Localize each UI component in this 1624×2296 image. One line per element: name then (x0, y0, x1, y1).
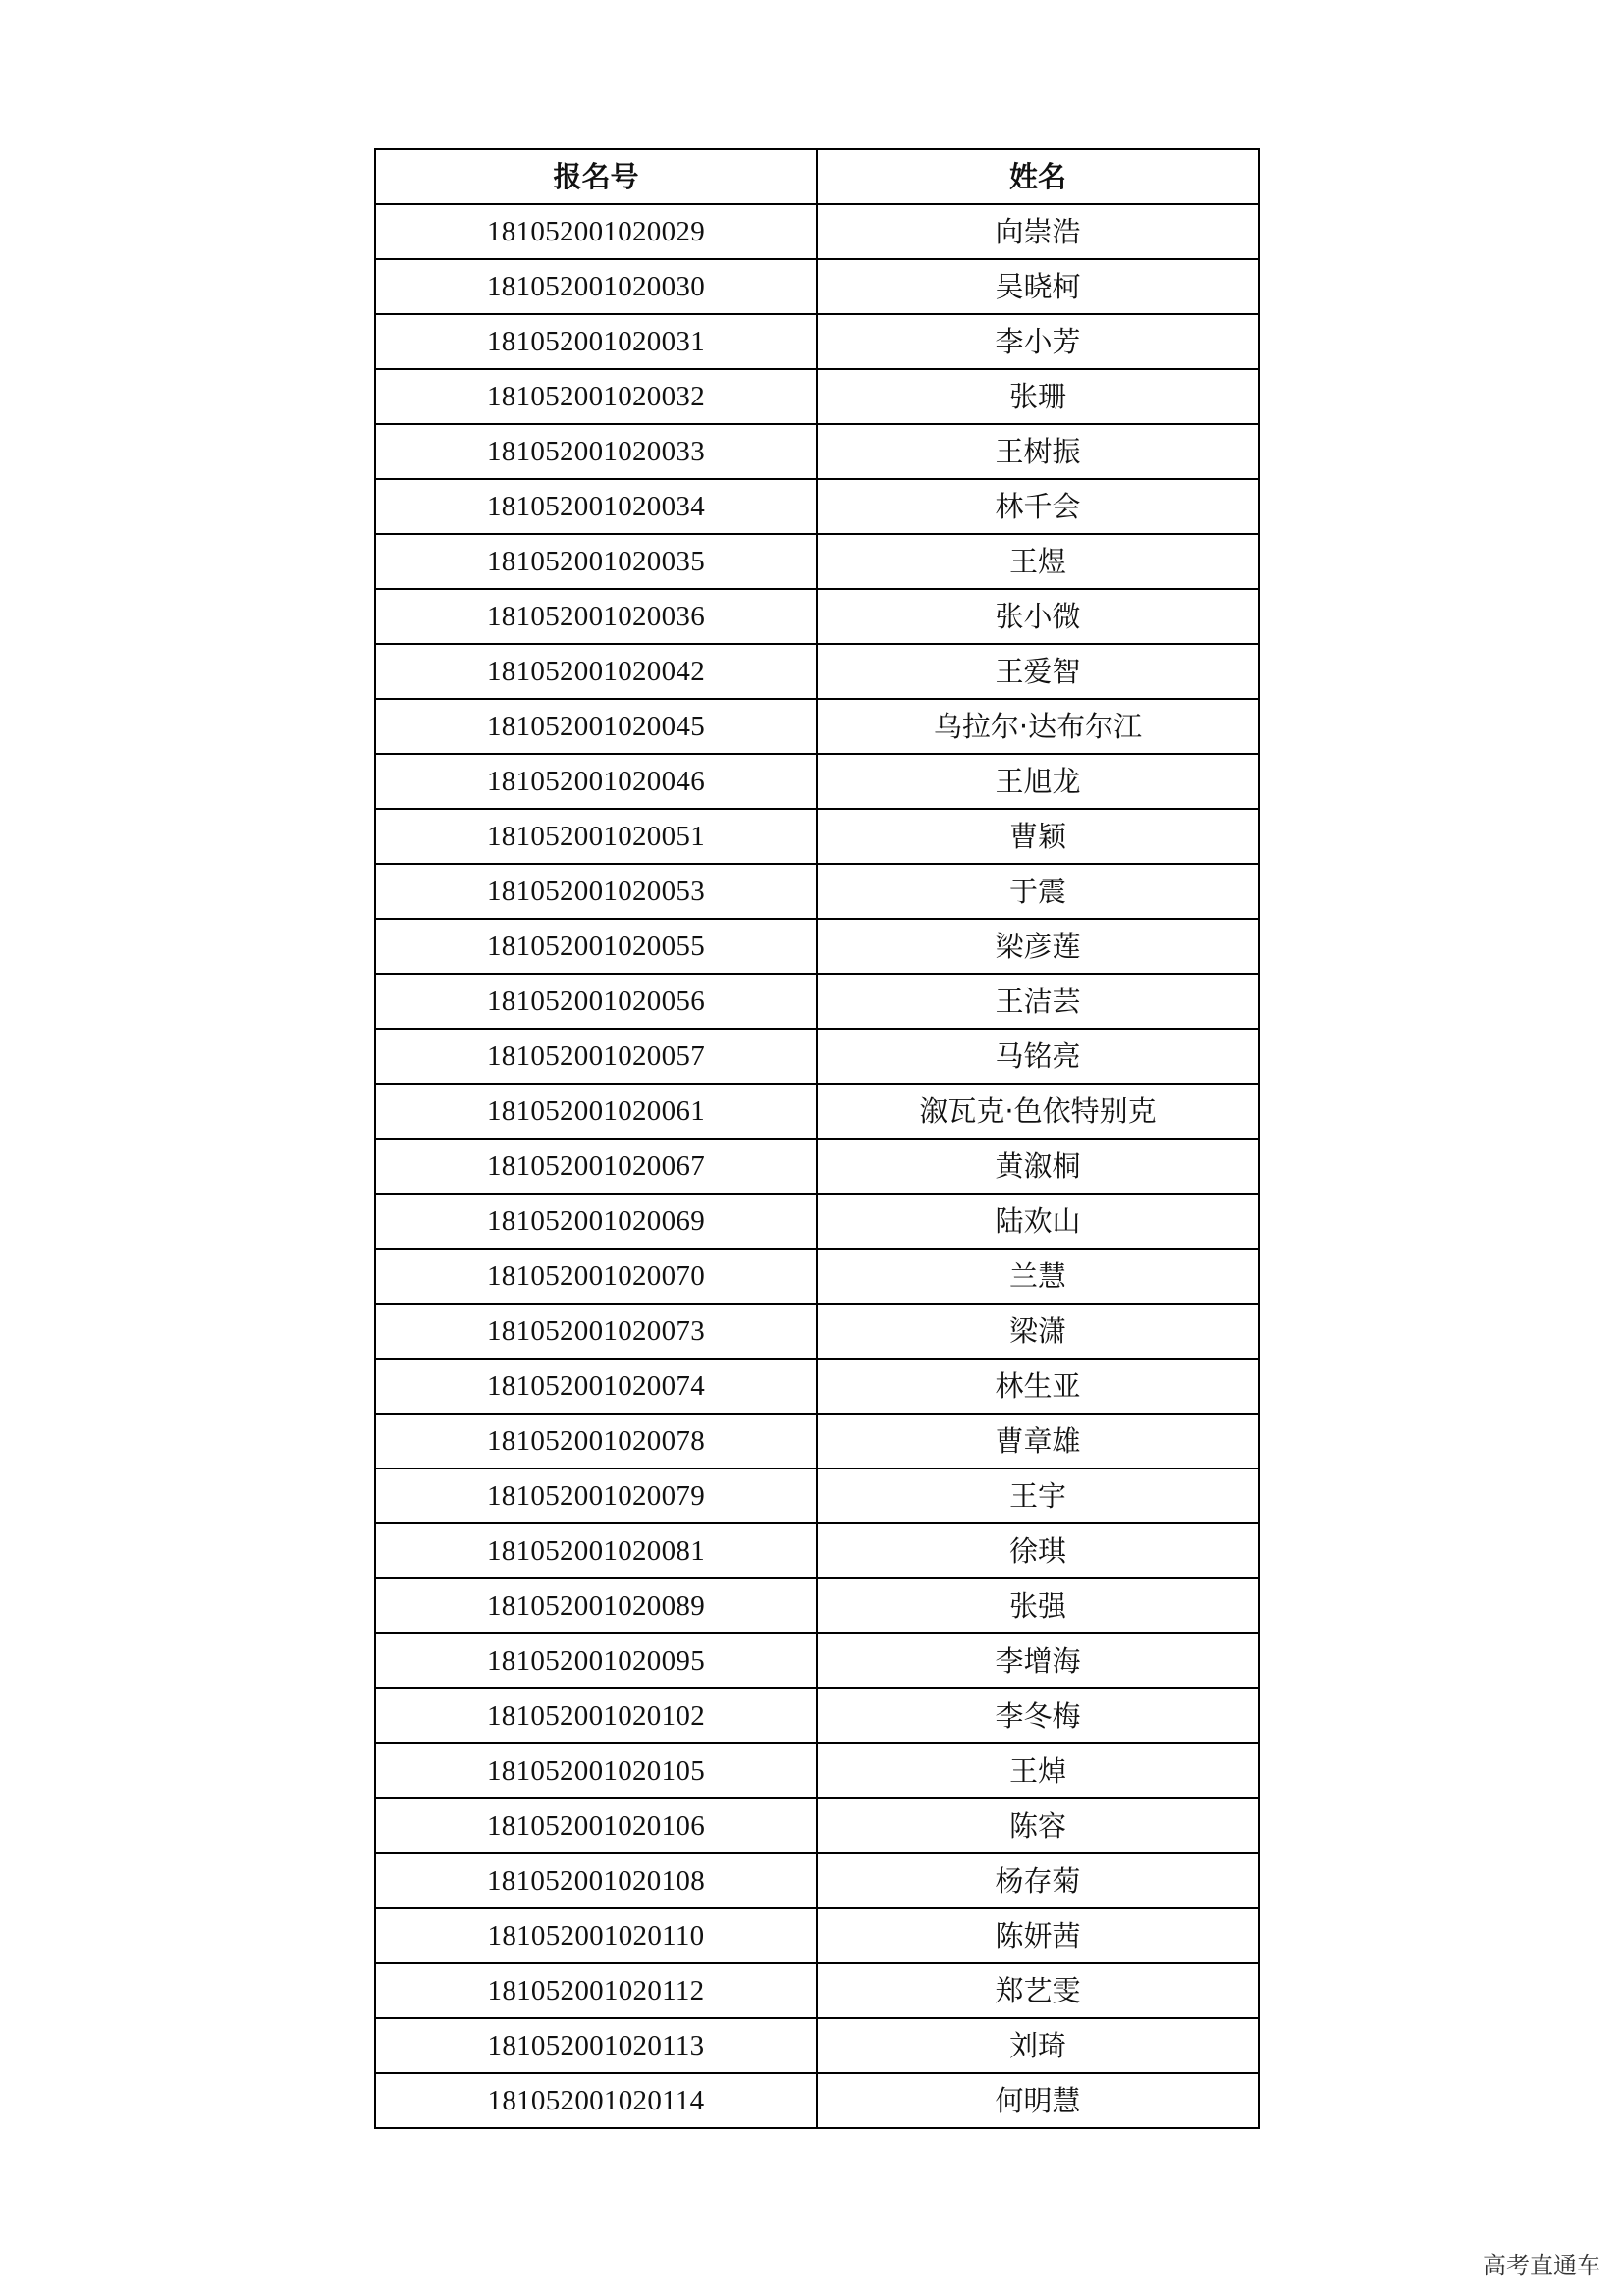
registration-number-cell: 181052001020074 (375, 1359, 817, 1414)
table-row (375, 369, 1259, 424)
watermark-text: 高考直通车 (1483, 2252, 1600, 2279)
table-row (375, 424, 1259, 479)
table-row (375, 1468, 1259, 1523)
table-row (375, 974, 1259, 1029)
name-cell: 李增海 (817, 1633, 1259, 1688)
name-cell: 徐琪 (817, 1523, 1259, 1578)
registration-number-cell: 181052001020112 (375, 1963, 817, 2018)
registration-number-cell: 181052001020108 (375, 1853, 817, 1908)
header-name: 姓名 (817, 149, 1259, 204)
table-row (375, 1414, 1259, 1468)
name-cell: 陈妍茜 (817, 1908, 1259, 1963)
table-row (375, 1853, 1259, 1908)
registration-number-cell: 181052001020051 (375, 809, 817, 864)
table-row (375, 534, 1259, 589)
table-row (375, 1359, 1259, 1414)
table-header-row (375, 149, 1259, 204)
table-row (375, 314, 1259, 369)
header-registration-number: 报名号 (375, 149, 817, 204)
name-cell: 黄溆桐 (817, 1139, 1259, 1194)
name-cell: 王煜 (817, 534, 1259, 589)
registration-number-cell: 181052001020055 (375, 919, 817, 974)
name-cell: 张强 (817, 1578, 1259, 1633)
candidate-table (374, 148, 1260, 2129)
table-row (375, 809, 1259, 864)
registration-number-cell: 181052001020053 (375, 864, 817, 919)
table-body (375, 204, 1259, 2128)
name-cell: 王爱智 (817, 644, 1259, 699)
name-cell: 李小芳 (817, 314, 1259, 369)
name-cell: 刘琦 (817, 2018, 1259, 2073)
name-cell: 陆欢山 (817, 1194, 1259, 1249)
registration-number-cell: 181052001020033 (375, 424, 817, 479)
table-row (375, 1084, 1259, 1139)
table-row (375, 2018, 1259, 2073)
registration-number-cell: 181052001020034 (375, 479, 817, 534)
registration-number-cell: 181052001020029 (375, 204, 817, 259)
name-cell: 吴晓柯 (817, 259, 1259, 314)
table-row (375, 1139, 1259, 1194)
table-row (375, 1633, 1259, 1688)
table-row (375, 1249, 1259, 1304)
name-cell: 陈容 (817, 1798, 1259, 1853)
table-row (375, 1578, 1259, 1633)
name-cell: 何明慧 (817, 2073, 1259, 2128)
table-row (375, 2073, 1259, 2128)
name-cell: 张小微 (817, 589, 1259, 644)
registration-number-cell: 181052001020070 (375, 1249, 817, 1304)
name-cell: 兰慧 (817, 1249, 1259, 1304)
table-row (375, 1194, 1259, 1249)
registration-number-cell: 181052001020031 (375, 314, 817, 369)
registration-number-cell: 181052001020114 (375, 2073, 817, 2128)
name-cell: 王洁芸 (817, 974, 1259, 1029)
table-row (375, 1908, 1259, 1963)
name-cell: 王旭龙 (817, 754, 1259, 809)
registration-number-cell: 181052001020081 (375, 1523, 817, 1578)
table-row (375, 1523, 1259, 1578)
table-row (375, 919, 1259, 974)
registration-number-cell: 181052001020067 (375, 1139, 817, 1194)
registration-number-cell: 181052001020089 (375, 1578, 817, 1633)
table-row (375, 479, 1259, 534)
registration-number-cell: 181052001020042 (375, 644, 817, 699)
name-cell: 曹颖 (817, 809, 1259, 864)
registration-number-cell: 181052001020032 (375, 369, 817, 424)
registration-number-cell: 181052001020045 (375, 699, 817, 754)
registration-number-cell: 181052001020046 (375, 754, 817, 809)
table-row (375, 754, 1259, 809)
table-row (375, 1688, 1259, 1743)
registration-number-cell: 181052001020113 (375, 2018, 817, 2073)
table-row (375, 699, 1259, 754)
registration-number-cell: 181052001020106 (375, 1798, 817, 1853)
table-row (375, 644, 1259, 699)
registration-number-cell: 181052001020073 (375, 1304, 817, 1359)
table-row (375, 1029, 1259, 1084)
registration-number-cell: 181052001020056 (375, 974, 817, 1029)
name-cell: 于震 (817, 864, 1259, 919)
registration-number-cell: 181052001020095 (375, 1633, 817, 1688)
name-cell: 杨存菊 (817, 1853, 1259, 1908)
registration-number-cell: 181052001020079 (375, 1468, 817, 1523)
table-row (375, 1963, 1259, 2018)
name-cell: 马铭亮 (817, 1029, 1259, 1084)
table-row (375, 1304, 1259, 1359)
name-cell: 林生亚 (817, 1359, 1259, 1414)
name-cell: 梁潇 (817, 1304, 1259, 1359)
name-cell: 溆瓦克·色依特别克 (817, 1084, 1259, 1139)
name-cell: 曹章雄 (817, 1414, 1259, 1468)
name-cell: 李冬梅 (817, 1688, 1259, 1743)
name-cell: 王焯 (817, 1743, 1259, 1798)
name-cell: 王宇 (817, 1468, 1259, 1523)
registration-number-cell: 181052001020078 (375, 1414, 817, 1468)
name-cell: 郑艺雯 (817, 1963, 1259, 2018)
table-row (375, 259, 1259, 314)
registration-number-cell: 181052001020110 (375, 1908, 817, 1963)
registration-number-cell: 181052001020057 (375, 1029, 817, 1084)
name-cell: 林千会 (817, 479, 1259, 534)
registration-number-cell: 181052001020105 (375, 1743, 817, 1798)
table-row (375, 864, 1259, 919)
name-cell: 梁彦莲 (817, 919, 1259, 974)
registration-number-cell: 181052001020061 (375, 1084, 817, 1139)
table-row (375, 589, 1259, 644)
name-cell: 张珊 (817, 369, 1259, 424)
registration-number-cell: 181052001020035 (375, 534, 817, 589)
registration-number-cell: 181052001020030 (375, 259, 817, 314)
table-row (375, 1743, 1259, 1798)
name-cell: 王树振 (817, 424, 1259, 479)
registration-number-cell: 181052001020069 (375, 1194, 817, 1249)
name-cell: 乌拉尔·达布尔江 (817, 699, 1259, 754)
registration-number-cell: 181052001020036 (375, 589, 817, 644)
table-row (375, 1798, 1259, 1853)
name-cell: 向崇浩 (817, 204, 1259, 259)
table-row (375, 204, 1259, 259)
registration-number-cell: 181052001020102 (375, 1688, 817, 1743)
